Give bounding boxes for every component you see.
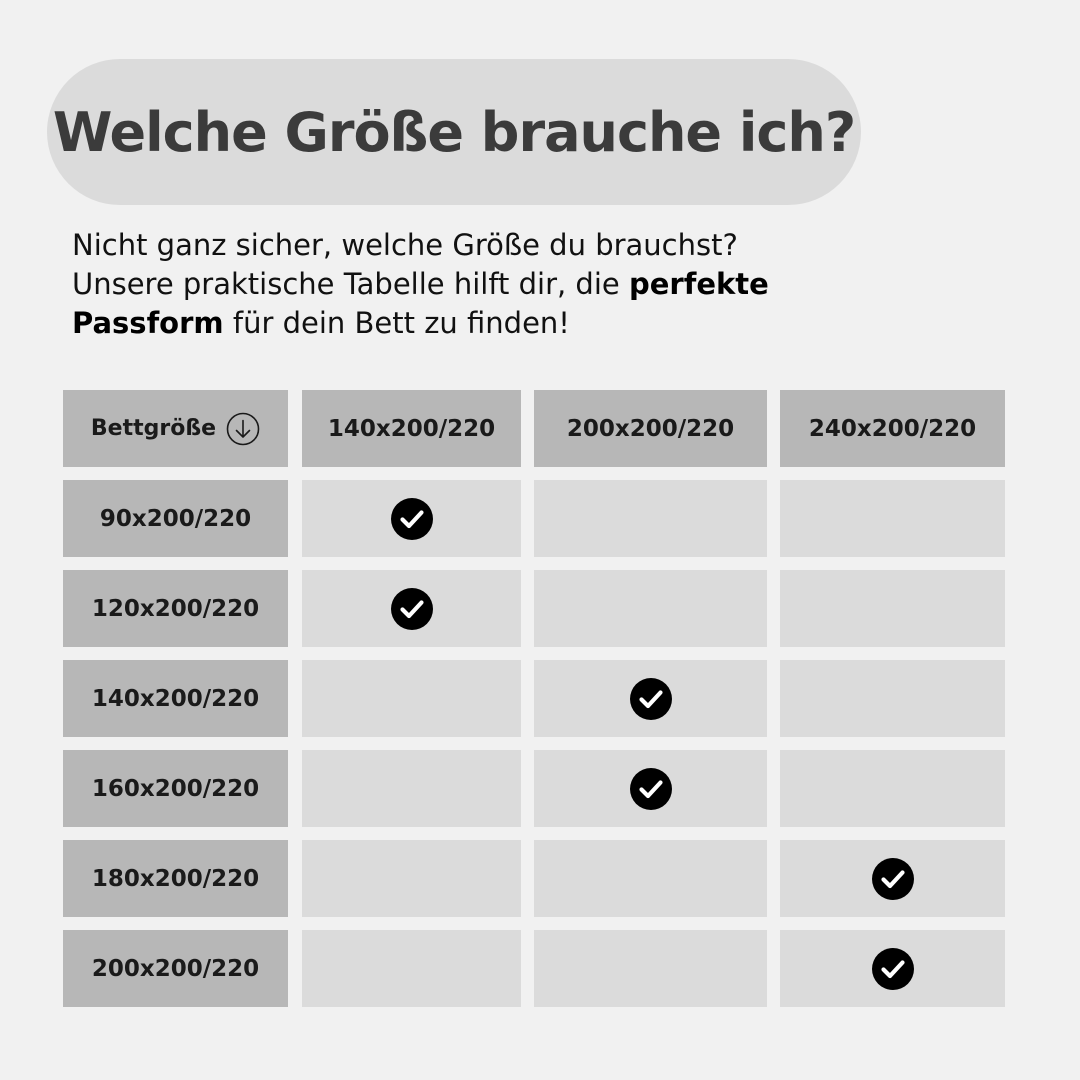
row-header	[63, 840, 288, 917]
table-cell-empty	[302, 840, 521, 917]
table-cell-empty	[534, 930, 767, 1007]
row-header	[63, 930, 288, 1007]
row-header-label: 180x200/220	[91, 865, 260, 892]
intro-line-1: Nicht ganz sicher, welche Größe du brauchst?	[72, 228, 738, 262]
table-cell-empty	[302, 930, 521, 1007]
row-header-label: 90x200/220	[99, 505, 252, 532]
column-header	[302, 390, 521, 467]
column-header	[534, 390, 767, 467]
check-circle-icon	[629, 677, 673, 721]
table-cell-empty	[780, 750, 1005, 827]
table-cell-checked	[780, 930, 1005, 1007]
table-cell-empty	[302, 660, 521, 737]
table-cell-checked	[780, 840, 1005, 917]
row-header	[63, 570, 288, 647]
row-header-label: 160x200/220	[91, 775, 260, 802]
row-header	[63, 660, 288, 737]
table-cell-empty	[534, 840, 767, 917]
row-header-label: 120x200/220	[91, 595, 260, 622]
table-cell-checked	[534, 750, 767, 827]
row-header-label: 140x200/220	[91, 685, 260, 712]
row-header	[63, 480, 288, 557]
check-circle-icon	[871, 857, 915, 901]
column-header-label: 240x200/220	[808, 415, 977, 442]
table-corner-header	[63, 390, 288, 467]
intro-line-2: Unsere praktische Tabelle hilft dir, die perfekte	[72, 267, 769, 301]
column-header-label: 200x200/220	[566, 415, 735, 442]
check-circle-icon	[629, 767, 673, 811]
table-cell-empty	[534, 570, 767, 647]
row-header-label: 200x200/220	[91, 955, 260, 982]
check-circle-icon	[390, 587, 434, 631]
corner-header-label: Bettgröße	[90, 416, 217, 441]
table-cell-empty	[780, 480, 1005, 557]
table-cell-empty	[534, 480, 767, 557]
intro-bold-passform: Passform	[72, 306, 224, 340]
intro-text	[72, 226, 892, 343]
check-circle-icon	[390, 497, 434, 541]
table-cell-checked	[534, 660, 767, 737]
intro-bold-perfekte: perfekte	[628, 267, 769, 301]
intro-line-3: Passform für dein Bett zu finden!	[72, 306, 570, 340]
table-cell-empty	[302, 750, 521, 827]
table-cell-empty	[780, 660, 1005, 737]
page-title: Welche Größe brauche ich?	[52, 100, 856, 164]
table-cell-checked	[302, 480, 521, 557]
column-header	[780, 390, 1005, 467]
title-pill	[47, 59, 861, 205]
arrow-down-circle-icon	[226, 412, 260, 446]
column-header-label: 140x200/220	[327, 415, 496, 442]
check-circle-icon	[871, 947, 915, 991]
table-cell-empty	[780, 570, 1005, 647]
table-cell-checked	[302, 570, 521, 647]
row-header	[63, 750, 288, 827]
